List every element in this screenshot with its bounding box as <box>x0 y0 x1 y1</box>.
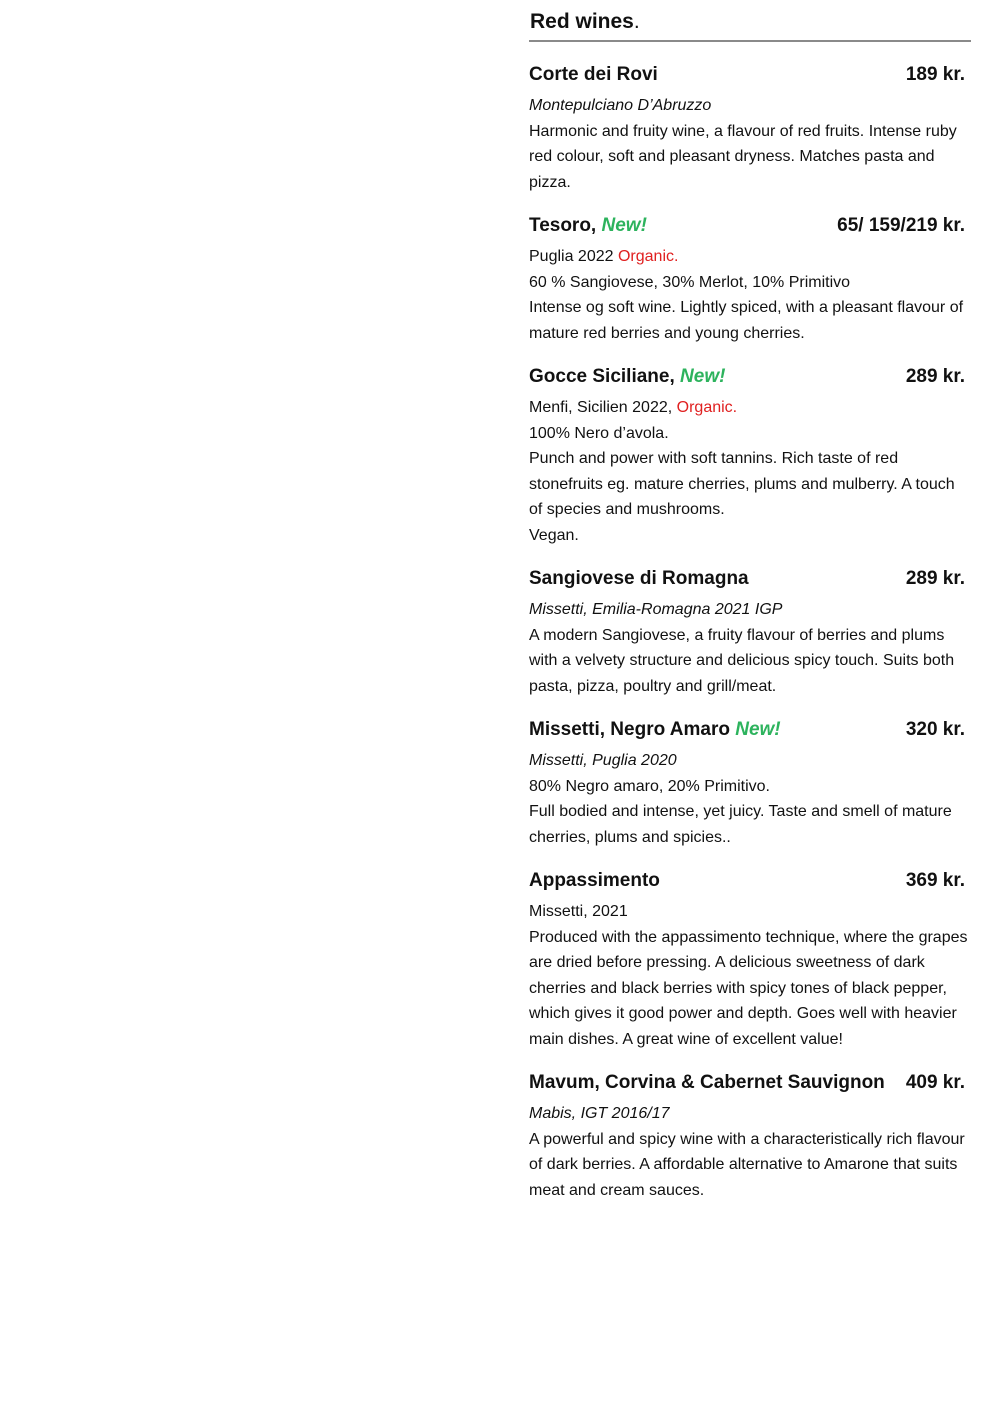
wine-name: Missetti, Negro Amaro <box>529 719 730 740</box>
wine-item-gocce-siciliane <box>529 366 971 548</box>
wine-price: 189 kr. <box>905 64 965 85</box>
wine-description: Full bodied and intense, yet juicy. Taste and smell of mature cherries, plums and spicies.. <box>529 803 952 846</box>
wine-description: Harmonic and fruity wine, a flavour of red fruits. Intense ruby red colour, soft and pleasant dryness. Matches pasta and pizza. <box>529 122 957 191</box>
section-title-text: Red wines <box>530 10 634 33</box>
new-badge: New! <box>680 366 726 387</box>
wine-name: Tesoro, <box>529 215 597 236</box>
wine-item-appassimento <box>529 870 971 1052</box>
wine-item-negro-amaro <box>529 719 971 850</box>
wine-origin: Mabis, IGT 2016/17 <box>529 1105 670 1122</box>
wine-item-mavum <box>529 1072 971 1203</box>
wine-name-group <box>529 366 725 388</box>
wine-menu <box>529 8 971 1223</box>
wine-description: A modern Sangiovese, a fruity flavour of berries and plums with a velvety structure and delicious spicy touch. Suits both pasta, pizza, poultry and grill/meat. <box>529 626 955 695</box>
wine-header <box>529 64 971 86</box>
wine-header <box>529 568 971 590</box>
wine-note: Vegan. <box>529 526 579 544</box>
wine-header <box>529 366 971 388</box>
wine-price: 289 kr. <box>905 568 965 589</box>
wine-header <box>529 1072 971 1094</box>
wine-origin: Missetti, 2021 <box>529 903 628 920</box>
wine-origin: Missetti, Puglia 2020 <box>529 752 677 769</box>
wine-header <box>529 870 971 892</box>
wine-item-sangiovese-di-romagna <box>529 568 971 699</box>
wine-origin: Menfi, Sicilien 2022, <box>529 399 673 416</box>
wine-description: Produced with the appassimento technique, where the grapes are dried before pressing. A delicious sweetness of dark cherries and black berries with spicy tones of black pepper, which gives it good power and depth. Goes well with heavier main dishes. A great wine of excellent value! <box>529 928 968 1048</box>
wine-origin: Missetti, Emilia-Romagna 2021 IGP <box>529 601 783 618</box>
wine-grapes: 60 % Sangiovese, 30% Merlot, 10% Primitivo <box>529 273 851 291</box>
wine-price: 320 kr. <box>905 719 965 740</box>
wine-price: 65/ 159/219 kr. <box>837 215 965 236</box>
wine-price: 409 kr. <box>905 1072 965 1093</box>
wine-price: 369 kr. <box>905 870 965 891</box>
section-title <box>529 8 971 42</box>
wine-name-group <box>529 215 647 237</box>
section-title-dot: . <box>633 10 640 33</box>
wine-header <box>529 719 971 741</box>
organic-label: Organic. <box>676 399 738 416</box>
wine-name: Sangiovese di Romagna <box>529 568 749 589</box>
wine-description: A powerful and spicy wine with a characteristically rich flavour of dark berries. A affordable alternative to Amarone that suits meat and cream sauces. <box>529 1130 965 1199</box>
wine-origin: Montepulciano D’Abruzzo <box>529 97 712 114</box>
wine-name: Corte dei Rovi <box>529 64 658 85</box>
new-badge: New! <box>601 215 647 236</box>
organic-label: Organic. <box>617 248 679 265</box>
wine-price: 289 kr. <box>905 366 965 387</box>
wine-grapes: 80% Negro amaro, 20% Primitivo. <box>529 777 770 795</box>
wine-origin-line <box>529 395 971 421</box>
wine-origin-line <box>529 244 971 270</box>
wine-item-tesoro <box>529 215 971 346</box>
new-badge: New! <box>735 719 781 740</box>
wine-item-corte-dei-rovi <box>529 64 971 195</box>
wine-header <box>529 215 971 237</box>
wine-origin: Puglia 2022 <box>529 248 614 265</box>
wine-name: Gocce Siciliane, <box>529 366 675 387</box>
wine-description: Punch and power with soft tannins. Rich taste of red stonefruits eg. mature cherries, plums and mulberry. A touch of species and mushrooms. <box>529 450 955 518</box>
wine-name-group <box>529 719 781 741</box>
wine-grapes: 100% Nero d’avola. <box>529 424 669 442</box>
wine-name: Mavum, Corvina & Cabernet Sauvignon <box>529 1072 885 1093</box>
wine-description: Intense og soft wine. Lightly spiced, with a pleasant flavour of mature red berries and young cherries. <box>529 299 964 342</box>
wine-name: Appassimento <box>529 870 660 891</box>
